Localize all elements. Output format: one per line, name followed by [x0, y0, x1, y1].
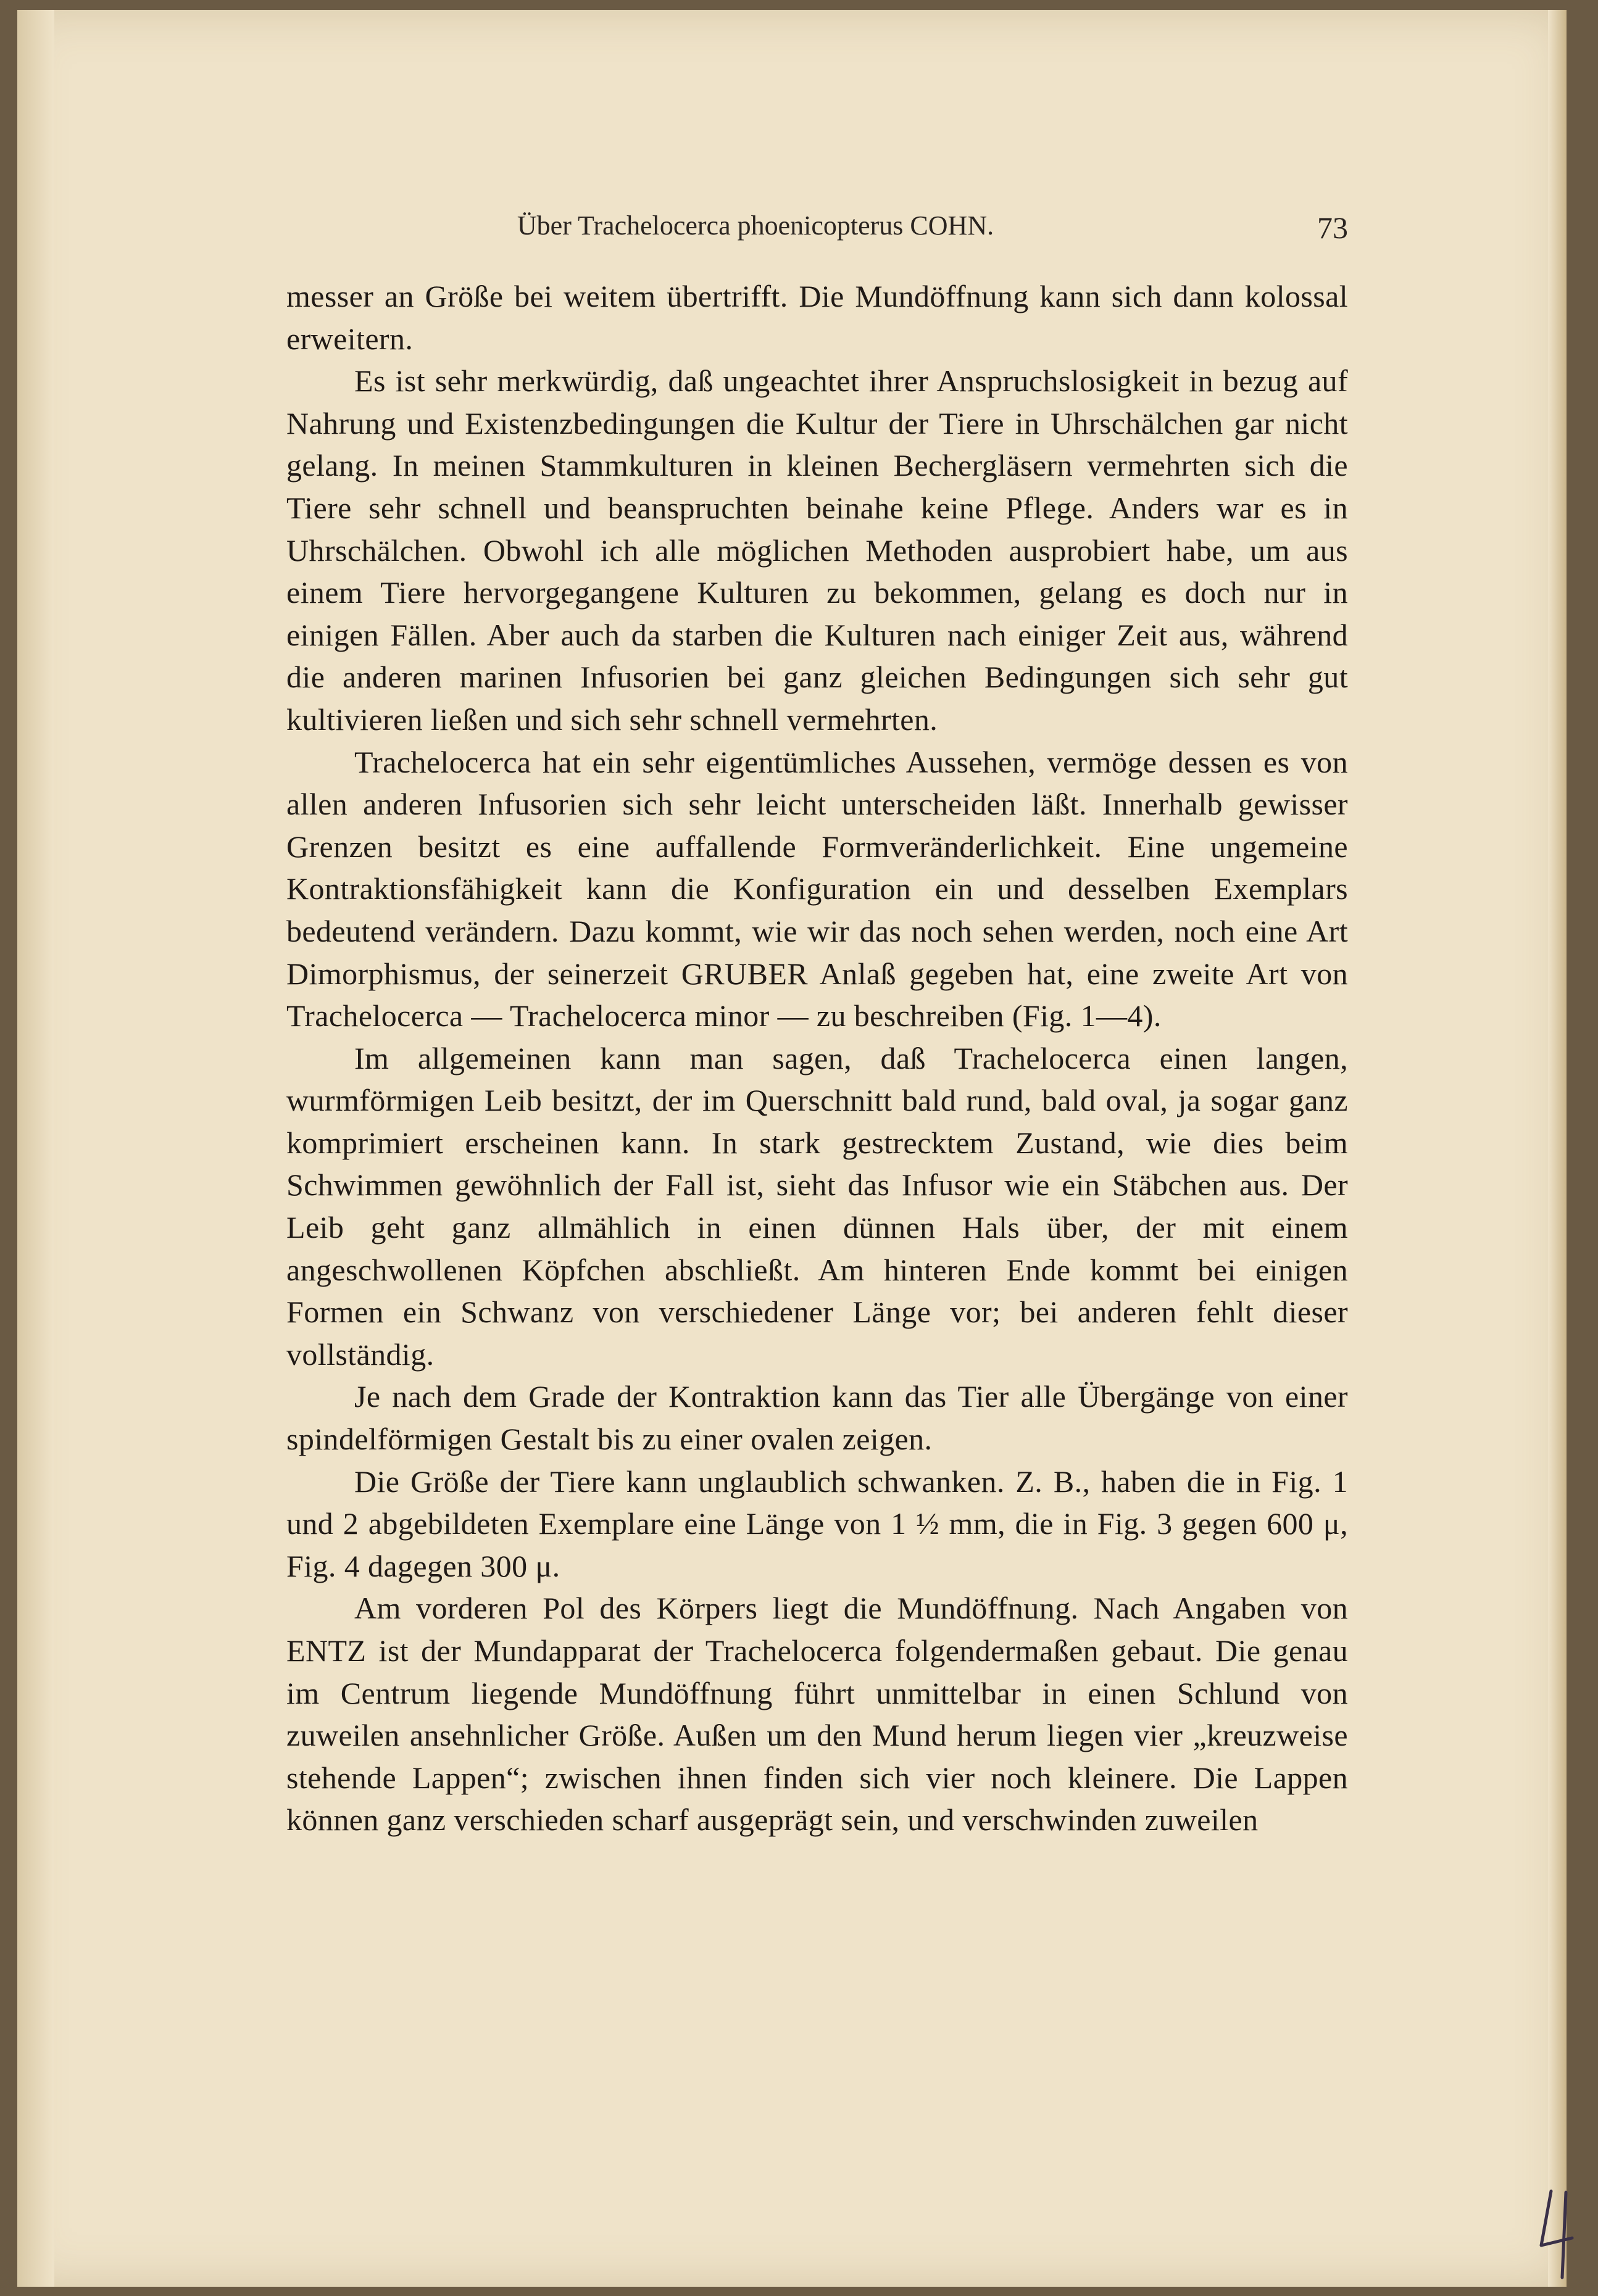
handwritten-4-icon: [1533, 2185, 1582, 2284]
page-edge: [1548, 10, 1567, 2287]
paragraph-1: messer an Größe bei weitem übertrifft. Die Mundöffnung kann sich dann kolossal erweitern.: [286, 279, 1348, 356]
book-page: [17, 10, 1567, 2287]
page-gutter: [17, 10, 54, 2287]
paragraph-5: Je nach dem Grade der Kontraktion kann das Tier alle Übergänge von einer spindelförmigen Gestalt bis zu einer ovalen zeigen.: [286, 1379, 1348, 1457]
paragraph-2: Es ist sehr merkwürdig, daß ungeachtet ihrer Anspruchslosigkeit in bezug auf Nahrung und Existenzbedingungen die Kultur der Tiere in Uhrschälchen gar nicht gelang. In meinen Stammkulturen in kleinen Bechergläsern vermehrten sich die Tiere sehr schnell und beanspruchten beinahe keine Pflege. Anders war es in Uhrschälchen. Obwohl ich alle möglichen Methoden ausprobiert habe, um aus einem Tiere hervorgegangene Kulturen zu bekommen, gelang es doch nur in einigen Fällen. Aber auch da starben die Kulturen nach einiger Zeit aus, während die anderen marinen Infusorien bei ganz gleichen Bedingungen sich sehr gut kultivieren ließen und sich sehr schnell vermehrten.: [286, 363, 1348, 737]
running-title: Über Trachelocerca phoenicopterus COHN.: [517, 210, 994, 241]
page-number: 73: [1317, 210, 1348, 245]
paragraph-4: Im allgemeinen kann man sagen, daß Trachelocerca einen langen, wurmförmigen Leib besitzt, der im Querschnitt bald rund, bald oval, ja sogar ganz komprimiert erscheinen kann. In stark gestrecktem Zustand, wie dies beim Schwimmen gewöhnlich der Fall ist, sieht das Infusor wie ein Stäbchen aus. Der Leib geht ganz allmählich in einen dünnen Hals über, der mit einem angeschwollenen Köpfchen abschließt. Am hinteren Ende kommt bei einigen Formen ein Schwanz von verschiedener Länge vor; bei anderen fehlt dieser vollständig.: [286, 1040, 1348, 1372]
paragraph-7: Am vorderen Pol des Körpers liegt die Mundöffnung. Nach Angaben von ENTZ ist der Mundapparat der Trachelocerca folgendermaßen gebaut. Die genau im Centrum liegende Mundöffnung führt unmittelbar in einen Schlund von zuweilen ansehnlicher Größe. Außen um den Mund herum liegen vier „kreuzweise stehende Lappen“; zwischen ihnen finden sich vier noch kleinere. Die Lappen können ganz verschieden scharf ausgeprägt sein, und verschwinden zuweilen: [286, 1591, 1348, 1838]
running-head: [286, 210, 1348, 253]
body-text: [286, 275, 1348, 1841]
paragraph-6: Die Größe der Tiere kann unglaublich schwanken. Z. B., haben die in Fig. 1 und 2 abgebildeten Exemplare eine Länge von 1 ½ mm, die in Fig. 3 gegen 600 μ, Fig. 4 dagegen 300 μ.: [286, 1464, 1348, 1583]
handwritten-page-mark: [1533, 2185, 1582, 2284]
paragraph-3: Trachelocerca hat ein sehr eigentümliches Aussehen, vermöge dessen es von allen anderen Infusorien sich sehr leicht unterscheiden läßt. Innerhalb gewisser Grenzen besitzt es eine auffallende Formveränderlichkeit. Eine ungemeine Kontraktionsfähigkeit kann die Konfiguration ein und desselben Exemplars bedeutend verändern. Dazu kommt, wie wir das noch sehen werden, noch eine Art Dimorphismus, der seinerzeit GRUBER Anlaß gegeben hat, eine zweite Art von Trachelocerca — Trachelocerca minor — zu beschreiben (Fig. 1—4).: [286, 744, 1348, 1034]
